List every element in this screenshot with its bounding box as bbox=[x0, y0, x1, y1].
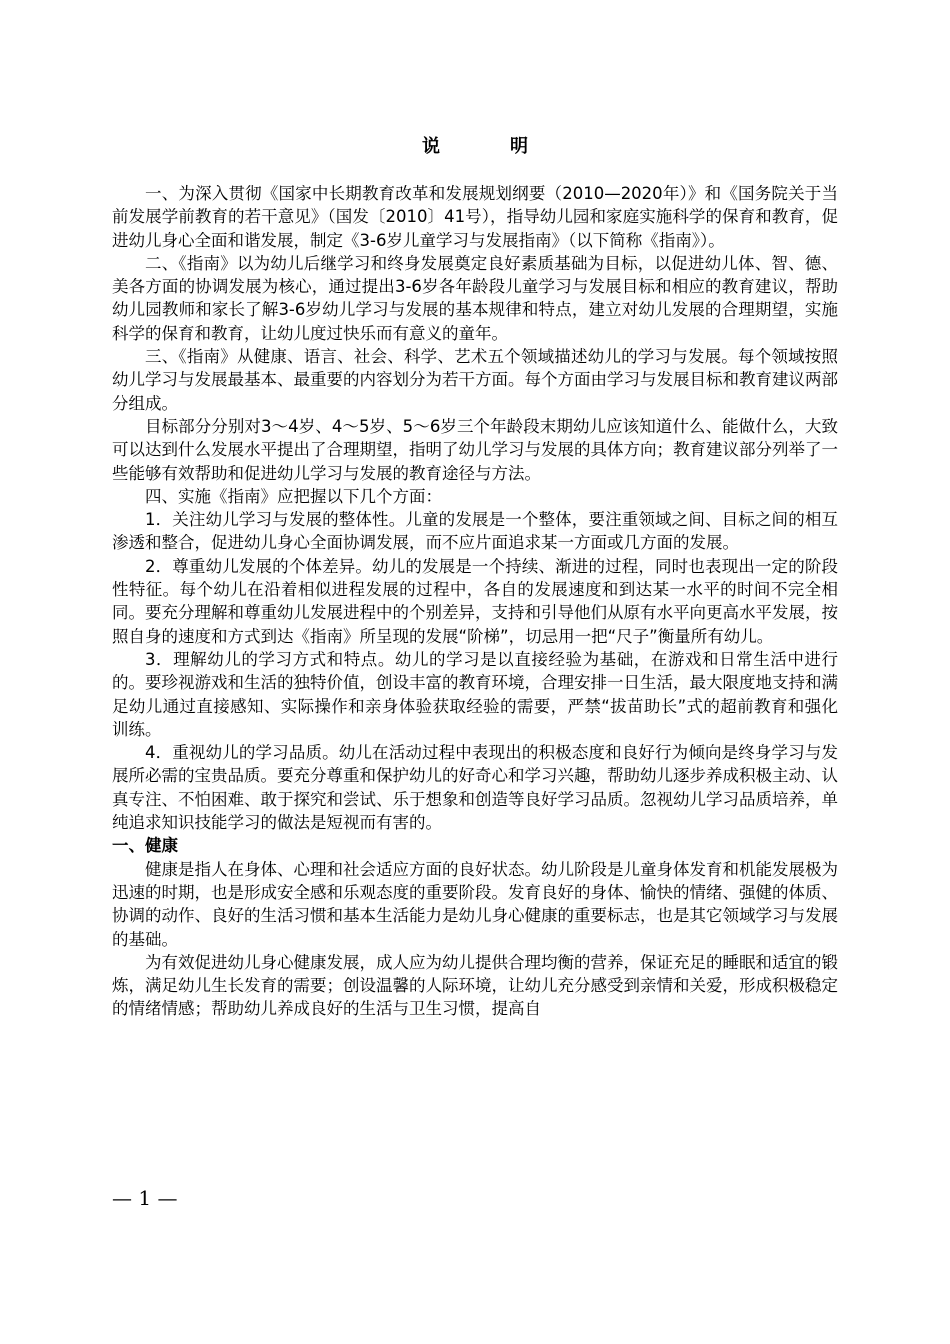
paragraph-point-4: 4．重视幼儿的学习品质。幼儿在活动过程中表现出的积极态度和良好行为倾向是终身学习与发展所必需的宝贵品质。要充分尊重和保护幼儿的好奇心和学习兴趣，帮助幼儿逐步养成积极主动、认真专注、不怕困难、敢于探究和尝试、乐于想象和创造等良好学习品质。忽视幼儿学习品质培养，单纯追求知识技能学习的做法是短视而有害的。 bbox=[112, 743, 838, 833]
paragraph-point-2: 2．尊重幼儿发展的个体差异。幼儿的发展是一个持续、渐进的过程，同时也表现出一定的阶段性特征。每个幼儿在沿着相似进程发展的过程中，各自的发展速度和到达某一水平的时间不完全相同。要充分理解和尊重幼儿发展进程中的个别差异，支持和引导他们从原有水平向更高水平发展，按照自身的速度和方式到达《指南》所呈现的发展“阶梯”，切忌用一把“尺子”衡量所有幼儿。 bbox=[112, 556, 838, 646]
section-heading-health: 一、健康 bbox=[112, 836, 178, 856]
paragraph-intro-4: 四、实施《指南》应把握以下几个方面： bbox=[145, 486, 442, 506]
paragraph-health-1: 健康是指人在身体、心理和社会适应方面的良好状态。幼儿阶段是儿童身体发育和机能发展极为迅速的时期，也是形成安全感和乐观态度的重要阶段。发育良好的身体、愉快的情绪、强健的体质、协调的动作、良好的生活习惯和基本生活能力是幼儿身心健康的重要标志，也是其它领域学习与发展的基础。 bbox=[112, 859, 838, 949]
paragraph-goals: 目标部分分别对3～4岁、4～5岁、5～6岁三个年龄段末期幼儿应该知道什么、能做什么，大致可以达到什么发展水平提出了合理期望，指明了幼儿学习与发展的具体方向；教育建议部分列举了一些能够有效帮助和促进幼儿学习与发展的教育途径与方法。 bbox=[112, 416, 838, 483]
paragraph-intro-1: 一、为深入贯彻《国家中长期教育改革和发展规划纲要（2010—2020年）》和《国务院关于当前发展学前教育的若干意见》（国发〔2010〕41号），指导幼儿园和家庭实施科学的保育和教育，促进幼儿身心全面和谐发展，制定《3-6岁儿童学习与发展指南》（以下简称《指南》）。 bbox=[112, 184, 838, 250]
paragraph-intro-2: 二、《指南》以为幼儿后继学习和终身发展奠定良好素质基础为目标，以促进幼儿体、智、德、美各方面的协调发展为核心，通过提出3-6岁各年龄段儿童学习与发展目标和相应的教育建议，帮助幼儿园教师和家长了解3-6岁幼儿学习与发展的基本规律和特点，建立对幼儿发展的合理期望，实施科学的保育和教育，让幼儿度过快乐而有意义的童年。 bbox=[112, 253, 838, 343]
paragraph-intro-3: 三、《指南》从健康、语言、社会、科学、艺术五个领域描述幼儿的学习与发展。每个领域按照幼儿学习与发展最基本、最重要的内容划分为若干方面。每个方面由学习与发展目标和教育建议两部分组成。 bbox=[112, 347, 838, 413]
paragraph-point-3: 3．理解幼儿的学习方式和特点。幼儿的学习是以直接经验为基础，在游戏和日常生活中进行的。要珍视游戏和生活的独特价值，创设丰富的教育环境，合理安排一日生活，最大限度地支持和满足幼儿通过直接感知、实际操作和亲身体验获取经验的需要，严禁“拔苗助长”式的超前教育和强化训练。 bbox=[112, 649, 838, 739]
document-page bbox=[112, 130, 838, 1021]
paragraph-point-1: 1．关注幼儿学习与发展的整体性。儿童的发展是一个整体，要注重领域之间、目标之间的相互渗透和整合，促进幼儿身心全面协调发展，而不应片面追求某一方面或几方面的发展。 bbox=[112, 510, 838, 553]
document-title: 说 明 bbox=[422, 136, 554, 157]
page-number: — 1 — bbox=[112, 1186, 178, 1210]
paragraph-health-2: 为有效促进幼儿身心健康发展，成人应为幼儿提供合理均衡的营养，保证充足的睡眠和适宜的锻炼，满足幼儿生长发育的需要；创设温馨的人际环境，让幼儿充分感受到亲情和关爱，形成积极稳定的情绪情感；帮助幼儿养成良好的生活与卫生习惯，提高自 bbox=[112, 952, 838, 1019]
